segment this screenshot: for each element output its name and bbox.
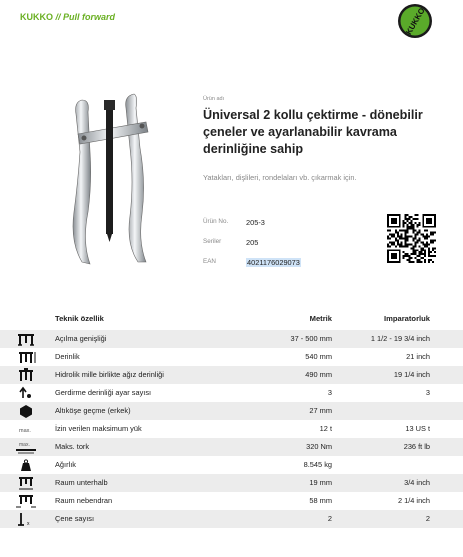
ean-value: 4021176029073 <box>247 258 300 267</box>
spec-row <box>0 402 463 420</box>
header-metric: Metrik <box>309 314 332 323</box>
spread-width-icon <box>15 332 37 346</box>
spec-name: Açılma genişliği <box>55 334 107 343</box>
brand-tagline: // Pull forward <box>53 12 116 22</box>
brand-header <box>20 12 115 22</box>
hex-bolt-icon <box>15 404 37 418</box>
spec-imperial: 236 ft lb <box>403 442 430 451</box>
kukko-logo <box>397 3 433 39</box>
spec-name: Raum unterhalb <box>55 478 108 487</box>
spec-row <box>0 366 463 384</box>
spec-name: Maks. tork <box>55 442 90 451</box>
spec-metric: 3 <box>327 388 332 397</box>
max-load-icon <box>15 422 37 436</box>
torque-icon <box>15 440 37 454</box>
spec-metric: 2 <box>327 514 332 523</box>
spec-imperial: 19 1/4 inch <box>393 370 430 379</box>
spec-metric: 58 mm <box>309 496 332 505</box>
spec-metric: 8.545 kg <box>303 460 332 469</box>
hydraulic-depth-icon <box>15 368 37 382</box>
spec-row <box>0 438 463 456</box>
spec-name: Ağırlık <box>55 460 76 469</box>
spec-row <box>0 348 463 366</box>
spec-imperial: 2 1/4 inch <box>397 496 430 505</box>
spec-row <box>0 492 463 510</box>
spec-metric: 490 mm <box>305 370 332 379</box>
spec-metric: 19 mm <box>309 478 332 487</box>
series-label: Seriler <box>203 238 222 245</box>
spec-imperial: 21 inch <box>406 352 430 361</box>
depth-icon <box>15 350 37 364</box>
spec-row <box>0 420 463 438</box>
adjust-depth-icon <box>15 386 37 400</box>
item-number-label: Ürün No. <box>203 218 229 225</box>
spec-name: İzin verilen maksimum yük <box>55 424 142 433</box>
spec-row <box>0 474 463 492</box>
qr-code <box>387 214 436 263</box>
spec-imperial: 1 1/2 - 19 3/4 inch <box>370 334 430 343</box>
svg-text:max.: max. <box>19 428 31 434</box>
spec-row <box>0 456 463 474</box>
space-side-icon <box>15 494 37 508</box>
spec-name: Hidrolik mille birlikte ağız derinliği <box>55 370 164 379</box>
series-value: 205 <box>246 238 259 247</box>
svg-text:KUKKO: KUKKO <box>404 6 427 37</box>
spec-name: Derinlik <box>55 352 80 361</box>
spec-row <box>0 384 463 402</box>
spec-name: Altıköşe geçme (erkek) <box>55 406 131 415</box>
spec-imperial: 3/4 inch <box>404 478 430 487</box>
ean-label: EAN <box>203 258 216 265</box>
spec-row <box>0 330 463 348</box>
product-name-label: Ürün adı <box>203 96 225 102</box>
header-feature: Teknik özellik <box>55 314 104 323</box>
svg-text:x: x <box>27 521 30 526</box>
brand-name: KUKKO <box>20 12 53 22</box>
header-imperial: Imparatorluk <box>384 314 430 323</box>
spec-metric: 320 Nm <box>306 442 332 451</box>
product-subtitle: Yatakları, dişlileri, rondelaları vb. çıkarmak için. <box>203 173 357 182</box>
weight-icon <box>15 458 37 472</box>
jaw-count-icon <box>15 512 37 526</box>
space-below-icon <box>15 476 37 490</box>
spec-metric: 12 t <box>319 424 332 433</box>
spec-imperial: 13 US t <box>405 424 430 433</box>
puller-product-image <box>60 92 168 268</box>
item-number-value: 205-3 <box>246 218 265 227</box>
svg-text:max.: max. <box>19 442 30 448</box>
spec-name: Raum nebendran <box>55 496 113 505</box>
spec-metric: 27 mm <box>309 406 332 415</box>
spec-metric: 540 mm <box>305 352 332 361</box>
ean-value-wrap <box>246 258 301 267</box>
spec-imperial: 3 <box>425 388 430 397</box>
spec-metric: 37 - 500 mm <box>290 334 332 343</box>
spec-row <box>0 510 463 528</box>
spec-name: Gerdirme derinliği ayar sayısı <box>55 388 152 397</box>
spec-imperial: 2 <box>425 514 430 523</box>
product-title: Üniversal 2 kollu çektirme - dönebilir çeneler ve ayarlanabilir kavrama derinliğine sahip <box>203 108 423 156</box>
spec-name: Çene sayısı <box>55 514 95 523</box>
